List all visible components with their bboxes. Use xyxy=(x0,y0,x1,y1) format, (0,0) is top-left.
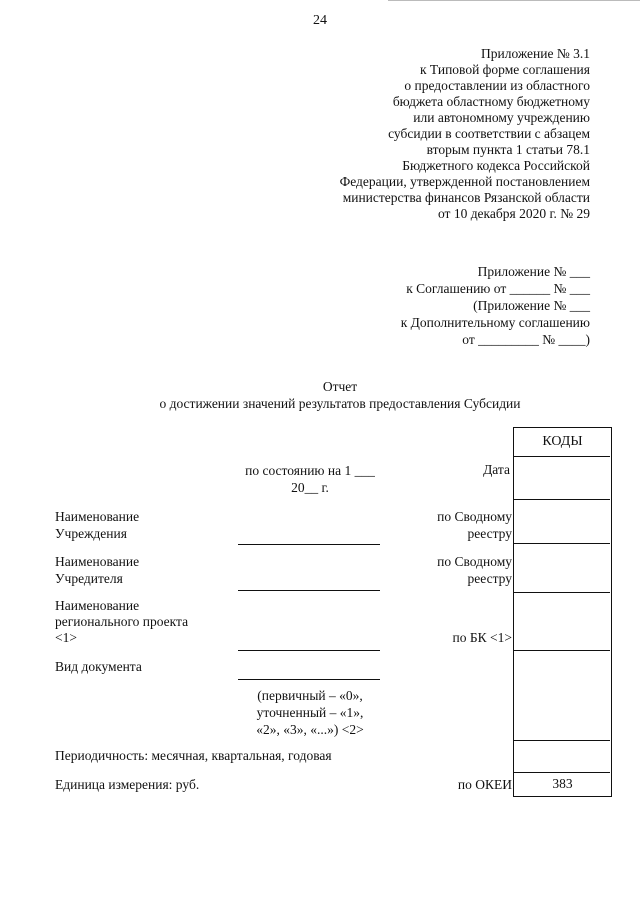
appendix-main-block xyxy=(340,46,590,222)
codes-row-separator xyxy=(513,772,610,773)
doc-type-note-line: (первичный – «0», xyxy=(257,688,363,703)
codes-row-separator xyxy=(513,456,610,457)
codes-row-separator xyxy=(513,650,610,651)
appendix-main-line: или автономному учреждению xyxy=(413,110,590,125)
appendix-main-line: о предоставлении из областного xyxy=(404,78,590,93)
project-label xyxy=(55,598,188,646)
page-number: 24 xyxy=(313,13,327,28)
appendix-agreement-block xyxy=(401,263,590,348)
institution-label xyxy=(55,508,139,542)
appendix-main-line: Приложение № 3.1 xyxy=(481,46,590,61)
date-label: Дата xyxy=(483,462,510,477)
doc-type-note-line: «2», «3», «...») <2> xyxy=(256,722,364,737)
top-edge-line xyxy=(388,0,640,1)
doc-type-label: Вид документа xyxy=(55,659,142,674)
report-title xyxy=(0,378,640,412)
project-name-blank[interactable] xyxy=(238,650,380,651)
appendix-agreement-line: Приложение № ___ xyxy=(477,264,590,279)
doc-type-note xyxy=(225,687,395,738)
project-label-line: <1> xyxy=(55,630,77,645)
project-label-line: Наименование xyxy=(55,598,140,613)
codes-column xyxy=(513,427,612,797)
appendix-main-line: вторым пункта 1 статьи 78.1 xyxy=(426,142,590,157)
okei-label: по ОКЕИ xyxy=(457,777,512,792)
registry-label-line: по Сводному xyxy=(437,554,512,569)
project-label-line: регионального проекта xyxy=(55,614,189,629)
founder-label-line: Наименование xyxy=(55,554,140,569)
founder-name-blank[interactable] xyxy=(238,590,380,591)
appendix-main-line: Бюджетного кодекса Российской xyxy=(402,158,590,173)
codes-row-separator xyxy=(513,543,610,544)
institution-label-line: Учреждения xyxy=(55,526,127,541)
unit-label: Единица измерения: руб. xyxy=(55,777,200,792)
doc-type-note-line: уточненный – «1», xyxy=(256,705,364,720)
appendix-main-line: Федерации, утвержденной постановлением xyxy=(339,174,590,189)
institution-name-blank[interactable] xyxy=(238,544,380,545)
periodicity-label: Периодичность: месячная, квартальная, годовая xyxy=(55,748,332,763)
as-of-line2: 20__ г. xyxy=(291,480,329,495)
codes-header: КОДЫ xyxy=(542,434,583,449)
registry-label-2 xyxy=(437,553,512,587)
institution-label-line: Наименование xyxy=(55,509,140,524)
registry-label-line: реестру xyxy=(467,526,512,541)
founder-label xyxy=(55,553,139,587)
doc-type-blank[interactable] xyxy=(238,679,380,680)
appendix-main-line: субсидии в соответствии с абзацем xyxy=(388,126,590,141)
founder-label-line: Учредителя xyxy=(55,571,123,586)
bk-label: по БК <1> xyxy=(452,630,512,645)
appendix-agreement-line: (Приложение № ___ xyxy=(473,298,590,313)
as-of-date xyxy=(230,462,390,496)
registry-label-1 xyxy=(437,508,512,542)
appendix-main-line: от 10 декабря 2020 г. № 29 xyxy=(437,206,590,221)
codes-row-separator xyxy=(513,499,610,500)
report-title-line1: Отчет xyxy=(322,379,358,394)
appendix-main-line: министерства финансов Рязанской области xyxy=(342,190,590,205)
codes-row-separator xyxy=(513,592,610,593)
registry-label-line: по Сводному xyxy=(437,509,512,524)
registry-label-line: реестру xyxy=(467,571,512,586)
appendix-agreement-line: от _________ № ____) xyxy=(462,332,590,347)
appendix-agreement-line: к Соглашению от ______ № ___ xyxy=(406,281,590,296)
report-title-line2: о достижении значений результатов предоставления Субсидии xyxy=(159,396,521,411)
appendix-main-line: бюджета областному бюджетному xyxy=(392,94,590,109)
appendix-agreement-line: к Дополнительному соглашению xyxy=(400,315,590,330)
as-of-line1: по состоянию на 1 ___ xyxy=(245,463,375,478)
codes-row-separator xyxy=(513,740,610,741)
appendix-main-line: к Типовой форме соглашения xyxy=(420,62,590,77)
okei-code: 383 xyxy=(552,776,573,791)
